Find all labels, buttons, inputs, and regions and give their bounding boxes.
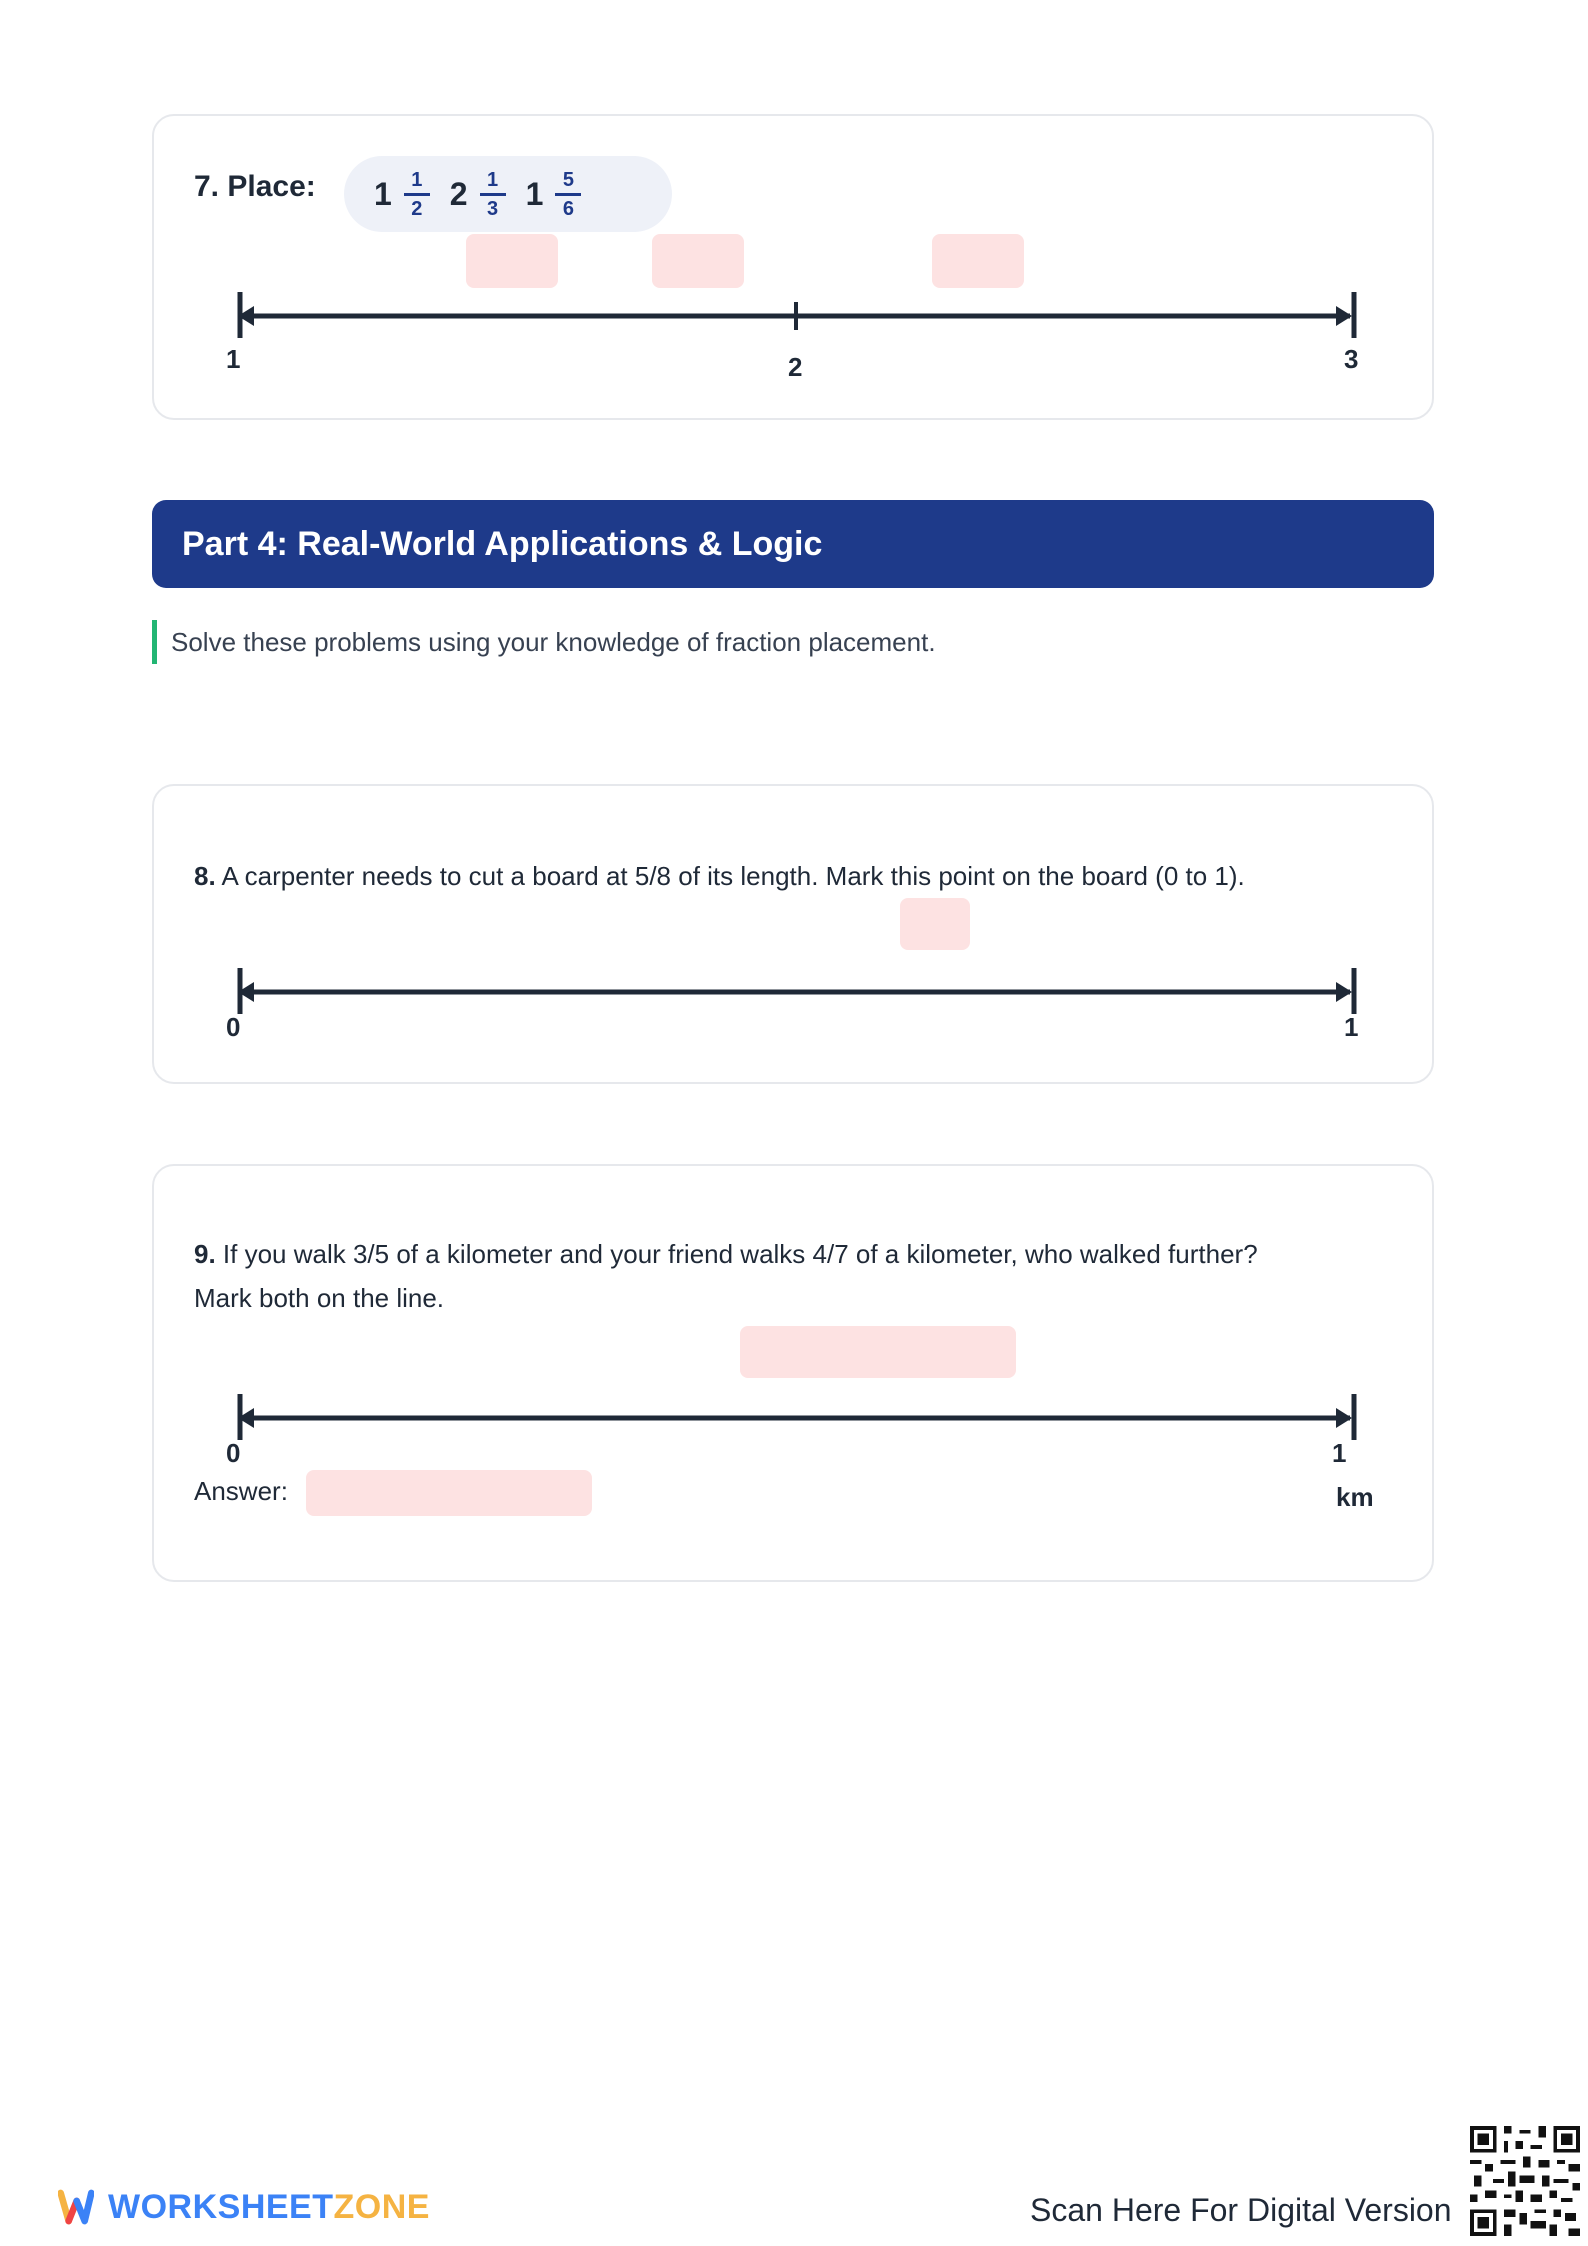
tick-label-end: 1 [1344,1012,1359,1042]
answer-label: Answer: [194,1476,288,1506]
denominator: 3 [487,197,499,220]
question-body-line-1: If you walk 3/5 of a kilometer and your friend walks 4/7 of a kilometer, who walked further? [222,1239,1258,1269]
fraction-part [480,170,506,219]
numerator: 1 [487,168,499,191]
logo-text: WORKSHEETZONE [108,2187,430,2226]
numbers-to-place [344,156,672,232]
mixed-number-1 [374,170,430,219]
whole-part: 1 [374,175,392,212]
tick-label-start: 1 [226,344,241,374]
qr-code-icon[interactable] [1470,2126,1580,2236]
tick-label-end: 1 [1332,1438,1347,1468]
question-8-text [194,854,1245,898]
mixed-number-2 [450,170,506,219]
fraction-bar [555,193,581,196]
question-body-line-2: Mark both on the line. [194,1283,445,1313]
section-instruction: Solve these problems using your knowledge of fraction placement. [152,620,936,664]
answer-box[interactable] [900,898,970,950]
whole-part: 2 [449,175,468,212]
tick-label-start: 0 [226,1438,241,1468]
number-line [154,968,1436,1088]
tick-label-start: 0 [226,1012,241,1042]
question-9-text [194,1232,1258,1320]
answer-box-2[interactable] [652,234,744,288]
question-body: A carpenter needs to cut a board at 5/8 of its length. Mark this point on the board (0 to 1). [221,861,1245,891]
tick-label-mid: 2 [788,352,803,382]
right-arrow-icon [1336,1408,1352,1428]
fraction-bar [404,193,430,196]
fraction-part [555,170,581,219]
unit-label: km [1336,1482,1374,1512]
worksheetzone-logo [58,2180,430,2234]
denominator: 6 [562,197,574,220]
mixed-number-3 [526,170,582,219]
fraction-part [404,170,430,219]
fraction-bar [480,193,506,196]
question-7-card [152,114,1434,420]
question-7-label: 7. Place: [194,170,316,203]
question-9-card [152,1164,1434,1582]
marking-box[interactable] [740,1326,1016,1378]
question-8-card [152,784,1434,1084]
numerator: 1 [411,168,423,191]
tick-label-end: 3 [1344,344,1359,374]
denominator: 2 [411,197,423,220]
scan-text: Scan Here For Digital Version [1030,2192,1452,2228]
answer-box-3[interactable] [932,234,1024,288]
question-number: 8. [194,861,216,891]
logo-w-icon [58,2180,94,2234]
numerator: 5 [562,168,574,191]
answer-input[interactable] [306,1470,592,1516]
section-banner: Part 4: Real-World Applications & Logic [152,500,1434,588]
right-arrow-icon [1336,306,1352,326]
answer-box-1[interactable] [466,234,558,288]
whole-part: 1 [525,175,544,212]
question-number: 9. [194,1239,216,1269]
right-arrow-icon [1336,982,1352,1002]
